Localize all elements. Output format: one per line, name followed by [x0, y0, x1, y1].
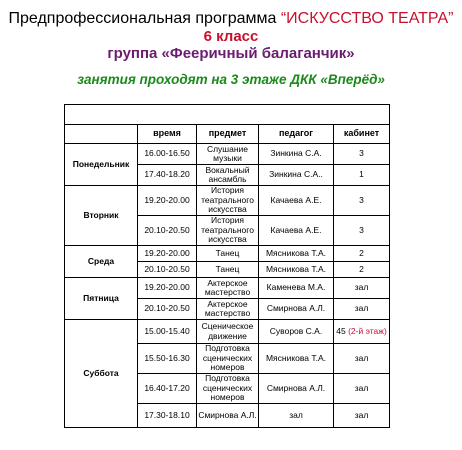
room-cell: 1: [334, 165, 390, 186]
header-cell-subject: предмет: [197, 125, 259, 144]
time-cell: 17.40-18.20: [138, 165, 197, 186]
subject-cell: Актерское мастерство: [197, 278, 259, 299]
program-title: [0, 10, 462, 28]
header-cell-time: время: [138, 125, 197, 144]
room-cell: [334, 320, 390, 344]
schedule-table: [64, 104, 390, 428]
room-cell: 3: [334, 216, 390, 246]
header-cell-day: [65, 125, 138, 144]
room-cell: 3: [334, 186, 390, 216]
room-cell: зал: [334, 374, 390, 404]
room-cell: 2: [334, 262, 390, 278]
room-cell: зал: [334, 299, 390, 320]
teacher-cell: Суворов С.А.: [259, 320, 334, 344]
time-cell: 20.10-20.50: [138, 299, 197, 320]
table-row: [65, 186, 390, 216]
day-cell-friday: Пятница: [65, 278, 138, 320]
room-number: 45: [336, 325, 346, 336]
subject-cell: Подготовка сценических номеров: [197, 374, 259, 404]
time-cell: 16.40-17.20: [138, 374, 197, 404]
teacher-cell: Смирнова А.Л.: [259, 299, 334, 320]
subject-cell: Слушание музыки: [197, 144, 259, 165]
subject-cell: История театрального искусства: [197, 216, 259, 246]
time-cell: 19.20-20.00: [138, 278, 197, 299]
day-cell-saturday: Суббота: [65, 320, 138, 428]
table-row: [65, 246, 390, 262]
time-cell: 20.10-20.50: [138, 216, 197, 246]
room-cell: 2: [334, 246, 390, 262]
teacher-cell: Мясникова Т.А.: [259, 344, 334, 374]
table-row: [65, 278, 390, 299]
day-cell-wednesday: Среда: [65, 246, 138, 278]
group-title: группа «Фееричный балаганчик»: [107, 45, 355, 62]
time-cell: 15.50-16.30: [138, 344, 197, 374]
time-cell: 15.00-15.40: [138, 320, 197, 344]
time-cell: 16.00-16.50: [138, 144, 197, 165]
teacher-cell: Мясникова Т.А.: [259, 262, 334, 278]
subject-cell: Вокальный ансамбль: [197, 165, 259, 186]
table-row: [65, 320, 390, 344]
time-cell: 19.20-20.00: [138, 186, 197, 216]
teacher-cell: зал: [259, 404, 334, 428]
table-row: [65, 144, 390, 165]
subject-cell: Танец: [197, 262, 259, 278]
subject-cell: Сценическое движение: [197, 320, 259, 344]
header-cell-teacher: педагог: [259, 125, 334, 144]
day-cell-tuesday: Вторник: [65, 186, 138, 246]
time-cell: 20.10-20.50: [138, 262, 197, 278]
subject-cell: История театрального искусства: [197, 186, 259, 216]
teacher-cell: Зинкина С.А.: [259, 144, 334, 165]
header-cell-room: кабинет: [334, 125, 390, 144]
table-header-row: [65, 125, 390, 144]
time-cell: 19.20-20.00: [138, 246, 197, 262]
grade-title: 6 класс: [203, 28, 259, 45]
teacher-cell: Мясникова Т.А.: [259, 246, 334, 262]
teacher-cell: Каменева М.А.: [259, 278, 334, 299]
day-cell-monday: Понедельник: [65, 144, 138, 186]
subject-cell: Смирнова А.Л.: [197, 404, 259, 428]
time-cell: 17.30-18.10: [138, 404, 197, 428]
location-note: занятия проходят на 3 этаже ДКК «Вперёд»: [77, 72, 385, 87]
room-cell: 3: [334, 144, 390, 165]
teacher-cell: Смирнова А.Л.: [259, 374, 334, 404]
program-name: “ИСКУССТВО ТЕАТРА”: [280, 10, 454, 27]
room-floor-note: (2-й этаж): [348, 325, 387, 336]
teacher-cell: Качаева А.Е.: [259, 216, 334, 246]
subject-cell: Подготовка сценических номеров: [197, 344, 259, 374]
room-cell: зал: [334, 404, 390, 428]
teacher-cell: Зинкина С.А..: [259, 165, 334, 186]
room-cell: зал: [334, 344, 390, 374]
subject-cell: Актерское мастерство: [197, 299, 259, 320]
teacher-cell: Качаева А.Е.: [259, 186, 334, 216]
room-cell: зал: [334, 278, 390, 299]
program-prefix: Предпрофессиональная программа: [8, 10, 281, 27]
subject-cell: Танец: [197, 246, 259, 262]
table-blank-row: [65, 105, 390, 125]
